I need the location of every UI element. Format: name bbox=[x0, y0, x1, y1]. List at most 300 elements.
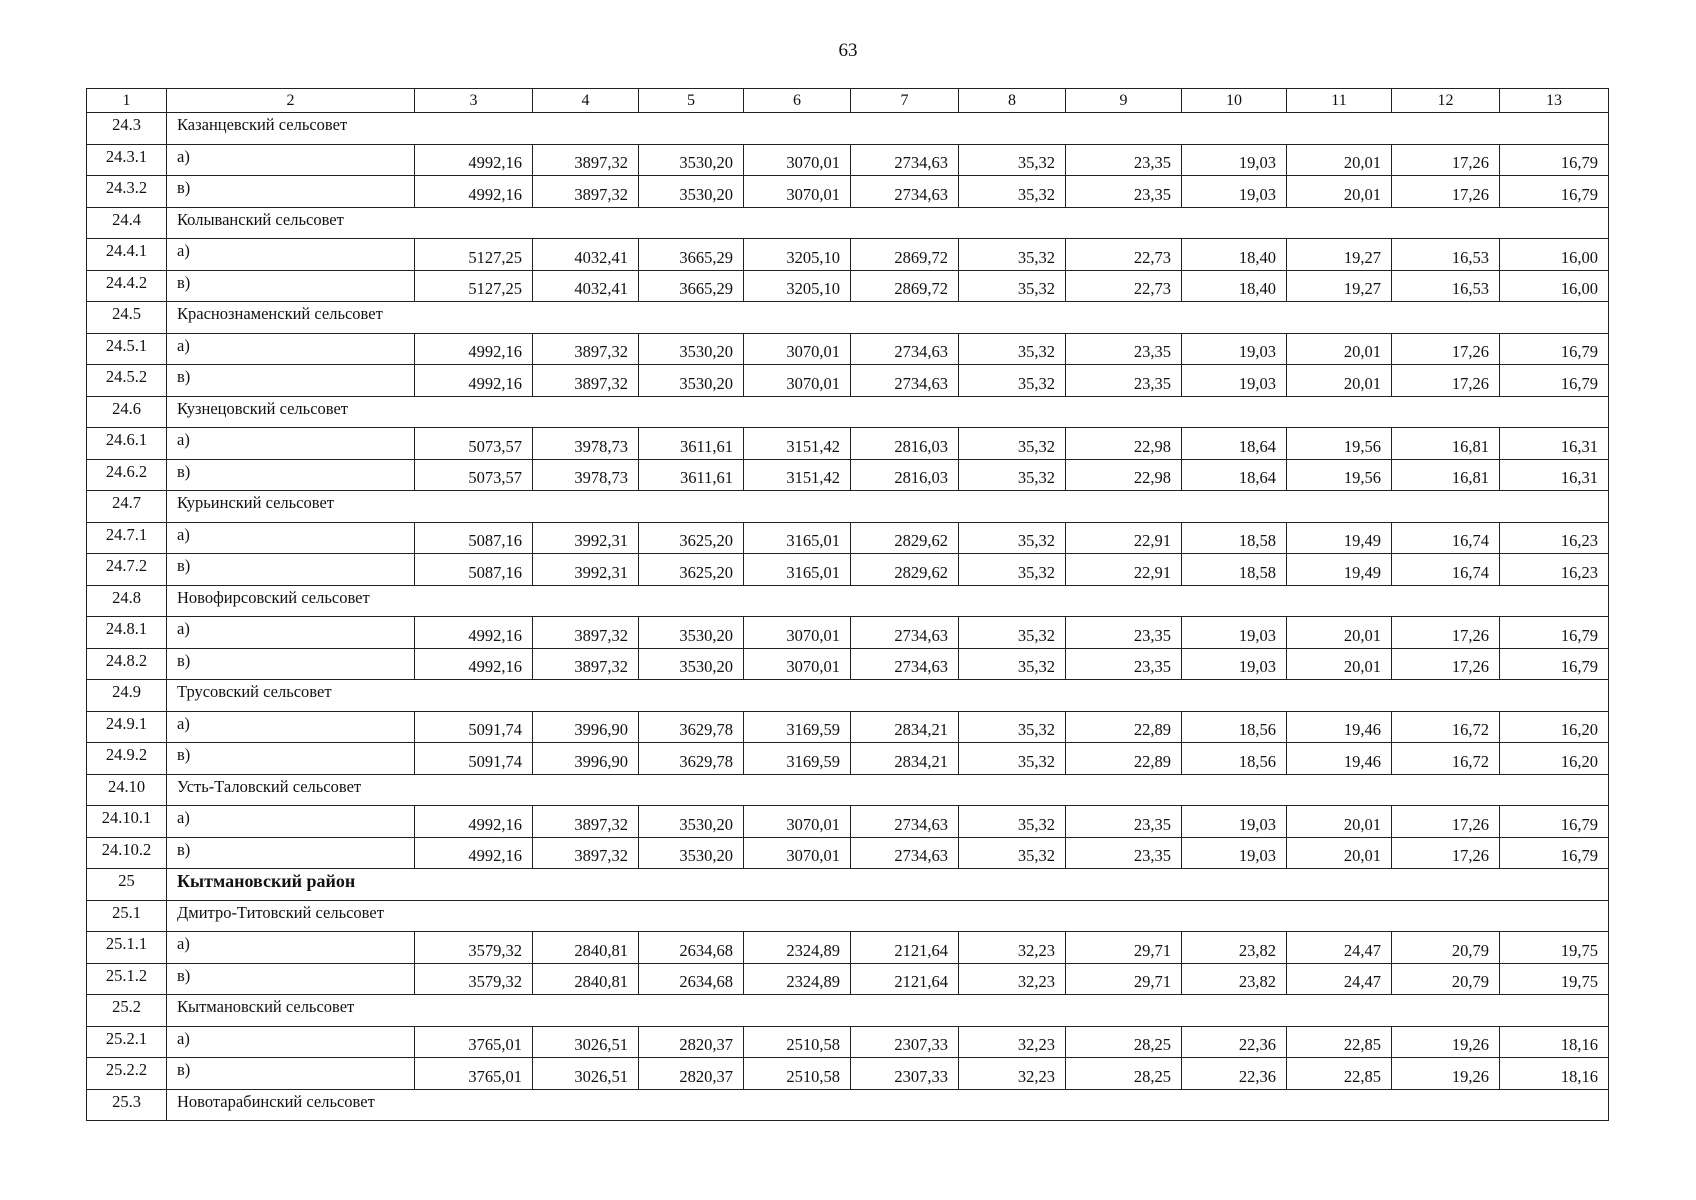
value-cell: 3897,32 bbox=[533, 617, 639, 649]
row-code: 24.7.1 bbox=[87, 522, 167, 554]
value-cell: 22,73 bbox=[1066, 239, 1182, 271]
value-cell: 17,26 bbox=[1392, 333, 1500, 365]
value-cell: 3070,01 bbox=[744, 648, 851, 680]
value-cell: 5073,57 bbox=[415, 428, 533, 460]
value-cell: 22,85 bbox=[1287, 1026, 1392, 1058]
value-cell: 2634,68 bbox=[639, 963, 744, 995]
value-cell: 2634,68 bbox=[639, 932, 744, 964]
value-cell: 16,74 bbox=[1392, 522, 1500, 554]
value-cell: 32,23 bbox=[959, 1058, 1066, 1090]
table-row bbox=[87, 617, 1609, 649]
row-code: 24.8.2 bbox=[87, 648, 167, 680]
value-cell: 3530,20 bbox=[639, 648, 744, 680]
value-cell: 2840,81 bbox=[533, 963, 639, 995]
value-cell: 3992,31 bbox=[533, 522, 639, 554]
value-cell: 5073,57 bbox=[415, 459, 533, 491]
value-cell: 5127,25 bbox=[415, 239, 533, 271]
value-cell: 23,35 bbox=[1066, 333, 1182, 365]
value-cell: 20,01 bbox=[1287, 176, 1392, 208]
value-cell: 22,85 bbox=[1287, 1058, 1392, 1090]
section-name: Кытмановский сельсовет bbox=[167, 995, 1609, 1027]
value-cell: 35,32 bbox=[959, 428, 1066, 460]
column-number: 4 bbox=[533, 89, 639, 113]
value-cell: 22,89 bbox=[1066, 711, 1182, 743]
value-cell: 2510,58 bbox=[744, 1058, 851, 1090]
value-cell: 35,32 bbox=[959, 365, 1066, 397]
row-code: 24.9.2 bbox=[87, 743, 167, 775]
value-cell: 2121,64 bbox=[851, 932, 959, 964]
value-cell: 2307,33 bbox=[851, 1026, 959, 1058]
value-cell: 3070,01 bbox=[744, 176, 851, 208]
value-cell: 19,49 bbox=[1287, 554, 1392, 586]
value-cell: 3165,01 bbox=[744, 554, 851, 586]
value-cell: 2834,21 bbox=[851, 711, 959, 743]
value-cell: 22,91 bbox=[1066, 554, 1182, 586]
value-cell: 20,01 bbox=[1287, 333, 1392, 365]
value-cell: 22,98 bbox=[1066, 428, 1182, 460]
row-label: в) bbox=[167, 176, 415, 208]
value-cell: 2820,37 bbox=[639, 1026, 744, 1058]
value-cell: 5087,16 bbox=[415, 554, 533, 586]
row-label: в) bbox=[167, 459, 415, 491]
section-row bbox=[87, 900, 1609, 932]
row-label: в) bbox=[167, 554, 415, 586]
value-cell: 3629,78 bbox=[639, 711, 744, 743]
value-cell: 5127,25 bbox=[415, 270, 533, 302]
value-cell: 32,23 bbox=[959, 932, 1066, 964]
value-cell: 3897,32 bbox=[533, 144, 639, 176]
value-cell: 16,79 bbox=[1500, 144, 1609, 176]
row-code: 24.5.1 bbox=[87, 333, 167, 365]
value-cell: 17,26 bbox=[1392, 648, 1500, 680]
value-cell: 3665,29 bbox=[639, 239, 744, 271]
section-name: Кузнецовский сельсовет bbox=[167, 396, 1609, 428]
value-cell: 18,16 bbox=[1500, 1026, 1609, 1058]
row-code: 24.3.1 bbox=[87, 144, 167, 176]
tariff-table bbox=[86, 88, 1609, 1121]
value-cell: 16,79 bbox=[1500, 617, 1609, 649]
value-cell: 3070,01 bbox=[744, 144, 851, 176]
value-cell: 3996,90 bbox=[533, 711, 639, 743]
column-number: 13 bbox=[1500, 89, 1609, 113]
value-cell: 20,01 bbox=[1287, 806, 1392, 838]
value-cell: 19,03 bbox=[1182, 365, 1287, 397]
section-name: Усть-Таловский сельсовет bbox=[167, 774, 1609, 806]
section-row bbox=[87, 396, 1609, 428]
row-code: 24.5 bbox=[87, 302, 167, 334]
row-code: 25 bbox=[87, 869, 167, 901]
section-name: Курьинский сельсовет bbox=[167, 491, 1609, 523]
section-name: Новотарабинский сельсовет bbox=[167, 1089, 1609, 1121]
value-cell: 3151,42 bbox=[744, 428, 851, 460]
value-cell: 16,79 bbox=[1500, 333, 1609, 365]
section-row bbox=[87, 995, 1609, 1027]
value-cell: 23,35 bbox=[1066, 617, 1182, 649]
row-code: 24.7.2 bbox=[87, 554, 167, 586]
value-cell: 3897,32 bbox=[533, 806, 639, 838]
value-cell: 3897,32 bbox=[533, 176, 639, 208]
section-name: Дмитро-Титовский сельсовет bbox=[167, 900, 1609, 932]
value-cell: 24,47 bbox=[1287, 932, 1392, 964]
column-number: 12 bbox=[1392, 89, 1500, 113]
row-label: а) bbox=[167, 806, 415, 838]
value-cell: 3611,61 bbox=[639, 459, 744, 491]
row-code: 25.2 bbox=[87, 995, 167, 1027]
value-cell: 18,58 bbox=[1182, 522, 1287, 554]
value-cell: 22,36 bbox=[1182, 1026, 1287, 1058]
value-cell: 3530,20 bbox=[639, 837, 744, 869]
value-cell: 22,91 bbox=[1066, 522, 1182, 554]
section-row bbox=[87, 113, 1609, 145]
value-cell: 3151,42 bbox=[744, 459, 851, 491]
value-cell: 16,79 bbox=[1500, 837, 1609, 869]
page-number: 63 bbox=[838, 40, 858, 61]
row-code: 24.9 bbox=[87, 680, 167, 712]
value-cell: 20,79 bbox=[1392, 963, 1500, 995]
table-row bbox=[87, 459, 1609, 491]
row-code: 24.10.2 bbox=[87, 837, 167, 869]
value-cell: 18,16 bbox=[1500, 1058, 1609, 1090]
value-cell: 23,35 bbox=[1066, 365, 1182, 397]
value-cell: 16,20 bbox=[1500, 711, 1609, 743]
value-cell: 18,56 bbox=[1182, 711, 1287, 743]
value-cell: 2734,63 bbox=[851, 144, 959, 176]
value-cell: 2324,89 bbox=[744, 932, 851, 964]
value-cell: 29,71 bbox=[1066, 932, 1182, 964]
value-cell: 2829,62 bbox=[851, 522, 959, 554]
value-cell: 3169,59 bbox=[744, 743, 851, 775]
value-cell: 3579,32 bbox=[415, 963, 533, 995]
value-cell: 2829,62 bbox=[851, 554, 959, 586]
value-cell: 19,27 bbox=[1287, 239, 1392, 271]
value-cell: 19,27 bbox=[1287, 270, 1392, 302]
column-number: 3 bbox=[415, 89, 533, 113]
value-cell: 4992,16 bbox=[415, 617, 533, 649]
value-cell: 23,35 bbox=[1066, 176, 1182, 208]
value-cell: 18,64 bbox=[1182, 459, 1287, 491]
row-label: а) bbox=[167, 1026, 415, 1058]
value-cell: 3665,29 bbox=[639, 270, 744, 302]
row-label: а) bbox=[167, 144, 415, 176]
column-number: 11 bbox=[1287, 89, 1392, 113]
value-cell: 16,79 bbox=[1500, 648, 1609, 680]
column-number: 9 bbox=[1066, 89, 1182, 113]
row-code: 24.5.2 bbox=[87, 365, 167, 397]
value-cell: 3897,32 bbox=[533, 837, 639, 869]
value-cell: 35,32 bbox=[959, 239, 1066, 271]
value-cell: 18,40 bbox=[1182, 270, 1287, 302]
row-label: в) bbox=[167, 1058, 415, 1090]
value-cell: 16,81 bbox=[1392, 459, 1500, 491]
row-code: 25.2.1 bbox=[87, 1026, 167, 1058]
value-cell: 4032,41 bbox=[533, 270, 639, 302]
value-cell: 17,26 bbox=[1392, 837, 1500, 869]
row-code: 25.1.2 bbox=[87, 963, 167, 995]
table-row bbox=[87, 963, 1609, 995]
row-code: 25.3 bbox=[87, 1089, 167, 1121]
value-cell: 3530,20 bbox=[639, 176, 744, 208]
value-cell: 4992,16 bbox=[415, 144, 533, 176]
value-cell: 2307,33 bbox=[851, 1058, 959, 1090]
table-row bbox=[87, 176, 1609, 208]
value-cell: 16,23 bbox=[1500, 554, 1609, 586]
value-cell: 32,23 bbox=[959, 1026, 1066, 1058]
value-cell: 16,79 bbox=[1500, 176, 1609, 208]
value-cell: 4992,16 bbox=[415, 806, 533, 838]
value-cell: 23,35 bbox=[1066, 648, 1182, 680]
value-cell: 3996,90 bbox=[533, 743, 639, 775]
row-label: а) bbox=[167, 711, 415, 743]
row-label: в) bbox=[167, 365, 415, 397]
value-cell: 17,26 bbox=[1392, 617, 1500, 649]
column-number: 2 bbox=[167, 89, 415, 113]
table-row bbox=[87, 144, 1609, 176]
value-cell: 3978,73 bbox=[533, 428, 639, 460]
value-cell: 35,32 bbox=[959, 459, 1066, 491]
row-code: 24.4 bbox=[87, 207, 167, 239]
column-number-row bbox=[87, 89, 1609, 113]
column-number: 1 bbox=[87, 89, 167, 113]
table-row bbox=[87, 239, 1609, 271]
section-row bbox=[87, 680, 1609, 712]
value-cell: 28,25 bbox=[1066, 1058, 1182, 1090]
value-cell: 2121,64 bbox=[851, 963, 959, 995]
value-cell: 4992,16 bbox=[415, 176, 533, 208]
value-cell: 2834,21 bbox=[851, 743, 959, 775]
value-cell: 3629,78 bbox=[639, 743, 744, 775]
value-cell: 18,56 bbox=[1182, 743, 1287, 775]
section-name: Новофирсовский сельсовет bbox=[167, 585, 1609, 617]
value-cell: 4992,16 bbox=[415, 648, 533, 680]
column-number: 5 bbox=[639, 89, 744, 113]
value-cell: 5091,74 bbox=[415, 711, 533, 743]
value-cell: 2734,63 bbox=[851, 837, 959, 869]
table-row bbox=[87, 428, 1609, 460]
row-label: в) bbox=[167, 270, 415, 302]
value-cell: 20,01 bbox=[1287, 617, 1392, 649]
value-cell: 3611,61 bbox=[639, 428, 744, 460]
value-cell: 23,82 bbox=[1182, 963, 1287, 995]
value-cell: 17,26 bbox=[1392, 365, 1500, 397]
value-cell: 35,32 bbox=[959, 176, 1066, 208]
value-cell: 2510,58 bbox=[744, 1026, 851, 1058]
value-cell: 2734,63 bbox=[851, 648, 959, 680]
value-cell: 16,81 bbox=[1392, 428, 1500, 460]
value-cell: 19,75 bbox=[1500, 963, 1609, 995]
value-cell: 2869,72 bbox=[851, 270, 959, 302]
value-cell: 22,89 bbox=[1066, 743, 1182, 775]
value-cell: 3625,20 bbox=[639, 522, 744, 554]
value-cell: 3026,51 bbox=[533, 1026, 639, 1058]
value-cell: 35,32 bbox=[959, 711, 1066, 743]
value-cell: 3026,51 bbox=[533, 1058, 639, 1090]
table-row bbox=[87, 365, 1609, 397]
table-row bbox=[87, 932, 1609, 964]
value-cell: 2840,81 bbox=[533, 932, 639, 964]
table-row bbox=[87, 270, 1609, 302]
value-cell: 3070,01 bbox=[744, 806, 851, 838]
value-cell: 19,26 bbox=[1392, 1058, 1500, 1090]
table-row bbox=[87, 333, 1609, 365]
row-label: в) bbox=[167, 648, 415, 680]
value-cell: 22,73 bbox=[1066, 270, 1182, 302]
value-cell: 3070,01 bbox=[744, 617, 851, 649]
value-cell: 35,32 bbox=[959, 522, 1066, 554]
row-code: 24.8 bbox=[87, 585, 167, 617]
section-row bbox=[87, 1089, 1609, 1121]
value-cell: 23,82 bbox=[1182, 932, 1287, 964]
value-cell: 2816,03 bbox=[851, 459, 959, 491]
value-cell: 19,75 bbox=[1500, 932, 1609, 964]
value-cell: 3530,20 bbox=[639, 365, 744, 397]
section-name: Казанцевский сельсовет bbox=[167, 113, 1609, 145]
value-cell: 18,58 bbox=[1182, 554, 1287, 586]
value-cell: 35,32 bbox=[959, 333, 1066, 365]
value-cell: 18,64 bbox=[1182, 428, 1287, 460]
value-cell: 35,32 bbox=[959, 743, 1066, 775]
value-cell: 19,03 bbox=[1182, 648, 1287, 680]
value-cell: 16,72 bbox=[1392, 743, 1500, 775]
column-number: 10 bbox=[1182, 89, 1287, 113]
section-name: Краснознаменский сельсовет bbox=[167, 302, 1609, 334]
value-cell: 5091,74 bbox=[415, 743, 533, 775]
value-cell: 16,79 bbox=[1500, 806, 1609, 838]
value-cell: 20,01 bbox=[1287, 365, 1392, 397]
value-cell: 16,31 bbox=[1500, 428, 1609, 460]
value-cell: 3530,20 bbox=[639, 617, 744, 649]
row-label: а) bbox=[167, 522, 415, 554]
value-cell: 16,00 bbox=[1500, 239, 1609, 271]
row-code: 24.10.1 bbox=[87, 806, 167, 838]
value-cell: 3530,20 bbox=[639, 144, 744, 176]
value-cell: 35,32 bbox=[959, 837, 1066, 869]
row-code: 24.7 bbox=[87, 491, 167, 523]
value-cell: 16,53 bbox=[1392, 270, 1500, 302]
value-cell: 16,31 bbox=[1500, 459, 1609, 491]
value-cell: 3070,01 bbox=[744, 333, 851, 365]
value-cell: 32,23 bbox=[959, 963, 1066, 995]
value-cell: 19,03 bbox=[1182, 837, 1287, 869]
section-name: Кытмановский район bbox=[167, 869, 1609, 901]
value-cell: 3169,59 bbox=[744, 711, 851, 743]
table-row bbox=[87, 1026, 1609, 1058]
value-cell: 20,79 bbox=[1392, 932, 1500, 964]
table-row bbox=[87, 1058, 1609, 1090]
row-label: а) bbox=[167, 428, 415, 460]
row-code: 24.3 bbox=[87, 113, 167, 145]
section-row bbox=[87, 869, 1609, 901]
value-cell: 2734,63 bbox=[851, 806, 959, 838]
value-cell: 3897,32 bbox=[533, 333, 639, 365]
value-cell: 20,01 bbox=[1287, 837, 1392, 869]
value-cell: 4992,16 bbox=[415, 365, 533, 397]
value-cell: 19,03 bbox=[1182, 333, 1287, 365]
row-label: в) bbox=[167, 963, 415, 995]
value-cell: 3070,01 bbox=[744, 837, 851, 869]
row-code: 24.6.1 bbox=[87, 428, 167, 460]
value-cell: 23,35 bbox=[1066, 144, 1182, 176]
column-number: 8 bbox=[959, 89, 1066, 113]
value-cell: 3205,10 bbox=[744, 270, 851, 302]
value-cell: 3765,01 bbox=[415, 1026, 533, 1058]
row-code: 24.10 bbox=[87, 774, 167, 806]
value-cell: 16,72 bbox=[1392, 711, 1500, 743]
value-cell: 2734,63 bbox=[851, 617, 959, 649]
row-code: 24.9.1 bbox=[87, 711, 167, 743]
value-cell: 22,36 bbox=[1182, 1058, 1287, 1090]
value-cell: 5087,16 bbox=[415, 522, 533, 554]
value-cell: 20,01 bbox=[1287, 648, 1392, 680]
column-number: 6 bbox=[744, 89, 851, 113]
row-code: 24.3.2 bbox=[87, 176, 167, 208]
value-cell: 35,32 bbox=[959, 554, 1066, 586]
section-name: Колыванский сельсовет bbox=[167, 207, 1609, 239]
value-cell: 3625,20 bbox=[639, 554, 744, 586]
value-cell: 23,35 bbox=[1066, 806, 1182, 838]
value-cell: 3530,20 bbox=[639, 333, 744, 365]
value-cell: 19,49 bbox=[1287, 522, 1392, 554]
value-cell: 20,01 bbox=[1287, 144, 1392, 176]
value-cell: 16,79 bbox=[1500, 365, 1609, 397]
row-code: 24.6.2 bbox=[87, 459, 167, 491]
row-label: а) bbox=[167, 333, 415, 365]
section-row bbox=[87, 207, 1609, 239]
value-cell: 19,26 bbox=[1392, 1026, 1500, 1058]
value-cell: 4992,16 bbox=[415, 333, 533, 365]
value-cell: 17,26 bbox=[1392, 144, 1500, 176]
value-cell: 28,25 bbox=[1066, 1026, 1182, 1058]
value-cell: 19,03 bbox=[1182, 806, 1287, 838]
value-cell: 3165,01 bbox=[744, 522, 851, 554]
value-cell: 23,35 bbox=[1066, 837, 1182, 869]
row-label: а) bbox=[167, 932, 415, 964]
value-cell: 3992,31 bbox=[533, 554, 639, 586]
section-row bbox=[87, 774, 1609, 806]
value-cell: 16,00 bbox=[1500, 270, 1609, 302]
row-code: 24.4.2 bbox=[87, 270, 167, 302]
table-row bbox=[87, 554, 1609, 586]
value-cell: 3579,32 bbox=[415, 932, 533, 964]
value-cell: 2869,72 bbox=[851, 239, 959, 271]
value-cell: 16,20 bbox=[1500, 743, 1609, 775]
value-cell: 19,46 bbox=[1287, 711, 1392, 743]
table-row bbox=[87, 743, 1609, 775]
value-cell: 16,23 bbox=[1500, 522, 1609, 554]
row-label: а) bbox=[167, 617, 415, 649]
value-cell: 29,71 bbox=[1066, 963, 1182, 995]
value-cell: 19,56 bbox=[1287, 459, 1392, 491]
value-cell: 3530,20 bbox=[639, 806, 744, 838]
value-cell: 19,03 bbox=[1182, 144, 1287, 176]
section-name: Трусовский сельсовет bbox=[167, 680, 1609, 712]
value-cell: 2734,63 bbox=[851, 176, 959, 208]
value-cell: 4032,41 bbox=[533, 239, 639, 271]
section-row bbox=[87, 585, 1609, 617]
table-row bbox=[87, 648, 1609, 680]
section-row bbox=[87, 491, 1609, 523]
row-label: в) bbox=[167, 837, 415, 869]
value-cell: 19,46 bbox=[1287, 743, 1392, 775]
value-cell: 4992,16 bbox=[415, 837, 533, 869]
value-cell: 2734,63 bbox=[851, 333, 959, 365]
row-label: в) bbox=[167, 743, 415, 775]
value-cell: 3765,01 bbox=[415, 1058, 533, 1090]
row-code: 24.6 bbox=[87, 396, 167, 428]
value-cell: 19,03 bbox=[1182, 617, 1287, 649]
value-cell: 35,32 bbox=[959, 806, 1066, 838]
value-cell: 35,32 bbox=[959, 617, 1066, 649]
section-row bbox=[87, 302, 1609, 334]
